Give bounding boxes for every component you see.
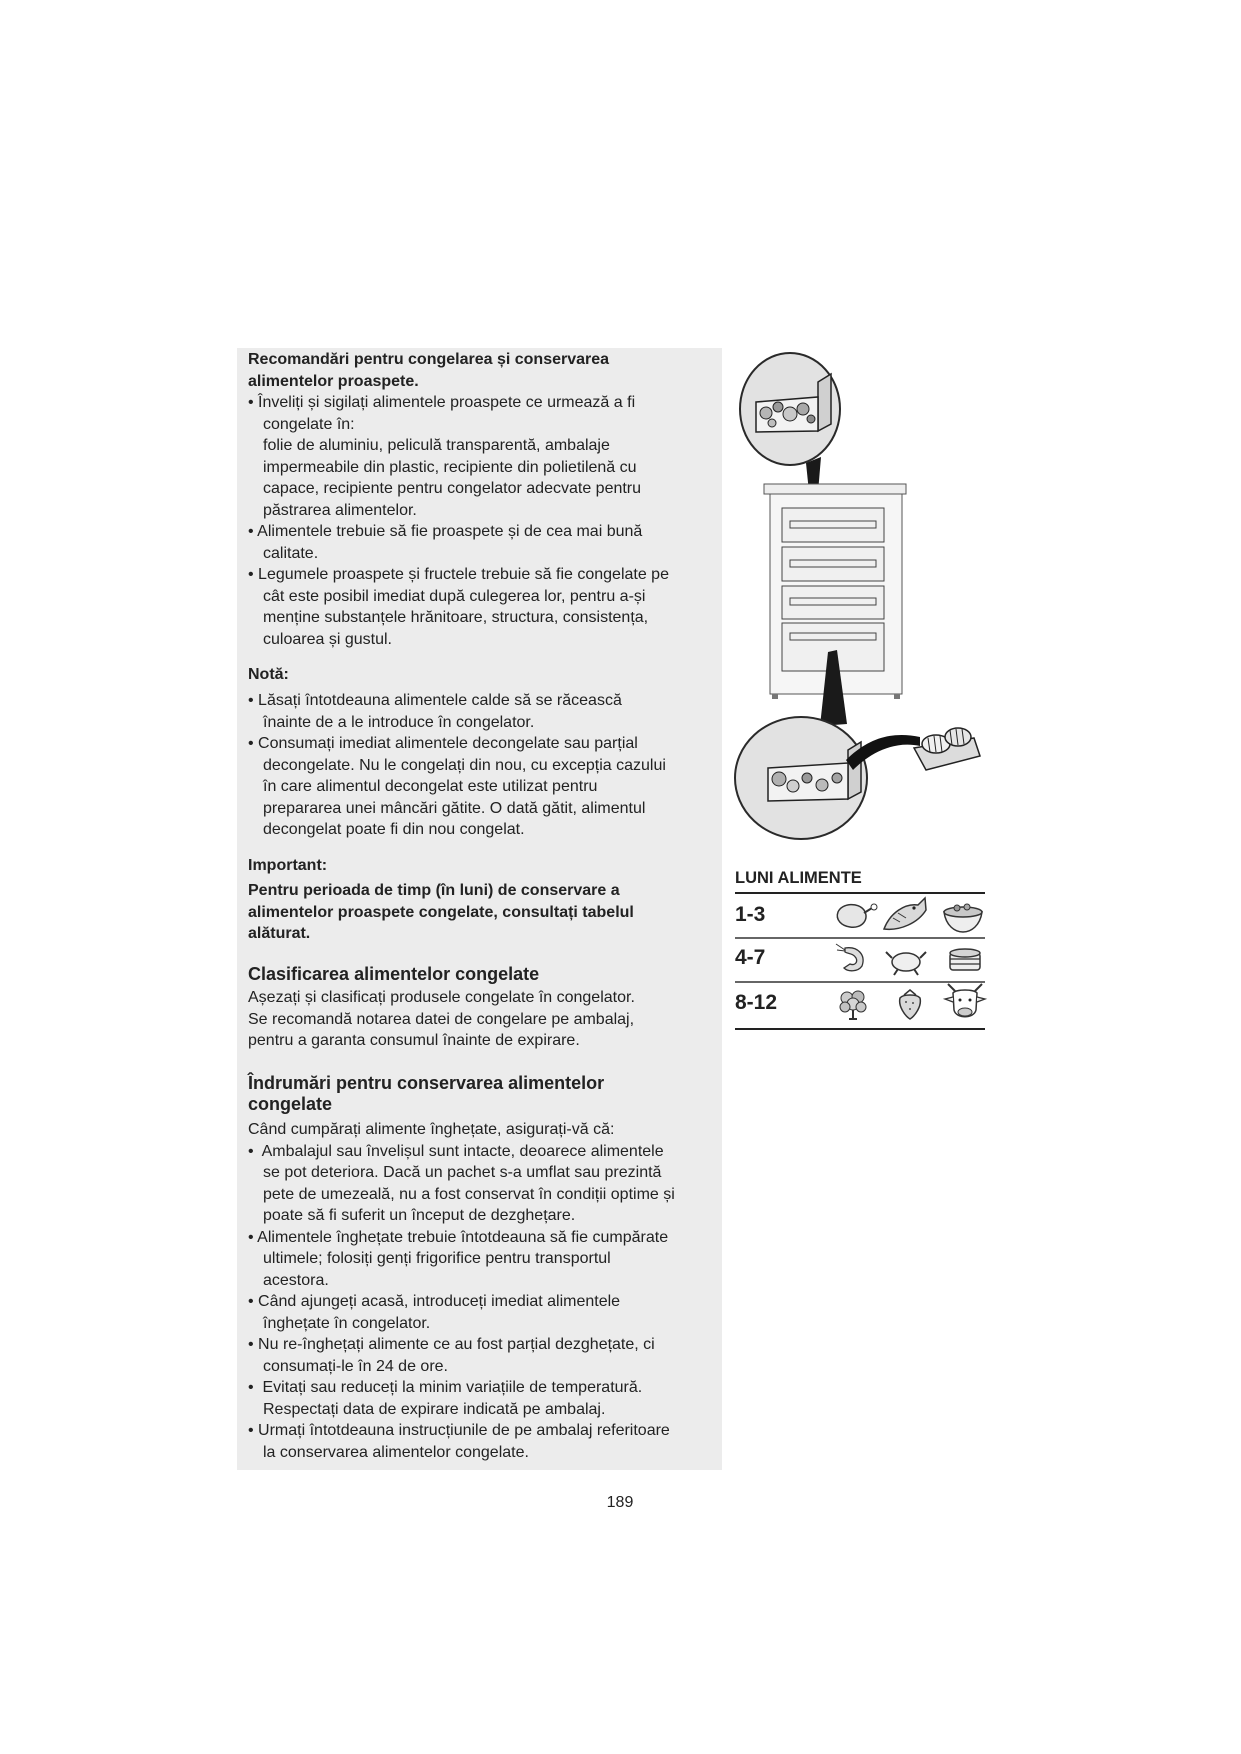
strawberry-seed	[909, 1008, 911, 1010]
section-title-line: alimentelor proaspete.	[248, 372, 419, 390]
food-item	[773, 402, 783, 412]
bullet-continuation-line: congelate în:	[263, 415, 355, 433]
food-item	[807, 415, 815, 423]
bullet-line: • Alimentele trebuie să fie proaspete și de cea mai bună	[248, 523, 643, 540]
bullet-continuation-line: poate să fi suferit un început de dezghețare.	[263, 1207, 576, 1224]
classification-section	[248, 987, 718, 1052]
paragraph-line: pentru a garanta consumul înainte de expirare.	[248, 1032, 580, 1049]
important-line: Pentru perioada de timp (în luni) de conservare a	[248, 882, 620, 899]
bullet-continuation-line: păstrarea alimentelor.	[263, 501, 417, 519]
meat-bone-end	[871, 904, 877, 910]
classification-heading-block	[248, 964, 718, 985]
bullet-continuation-line: impermeabile din plastic, recipiente din polietilenă cu	[263, 458, 637, 476]
cow-eye	[969, 999, 972, 1002]
meat-icon	[837, 904, 877, 927]
swoosh-arrow	[846, 735, 920, 770]
fish-eye	[912, 906, 915, 909]
classification-heading: Clasificarea alimentelor congelate	[248, 964, 540, 984]
food-item	[787, 780, 799, 792]
bullet-line: • Evitați sau reduceți la minim variațiile de temperatură.	[248, 1379, 643, 1396]
bullet-continuation-line: în care alimentul decongelat este utilizat pentru	[263, 778, 598, 795]
drawer-icon	[782, 508, 884, 542]
bullet-continuation-line: Respectați data de expirare indicată pe ambalaj.	[263, 1400, 606, 1418]
important-label: Important:	[248, 857, 328, 874]
bowl-food	[954, 905, 960, 911]
cauliflower-floret	[856, 1002, 866, 1012]
important-section	[248, 880, 718, 945]
bullet-continuation-line: folie de aluminiu, peliculă transparentă, ambalaje	[263, 437, 610, 454]
bullet-continuation-line: decongelat poate fi din nou congelat.	[263, 821, 525, 838]
food-item	[816, 779, 828, 791]
shrimp-body	[844, 948, 863, 971]
food-item	[783, 407, 797, 421]
drawer-icon	[782, 586, 884, 619]
cauliflower-icon	[840, 991, 866, 1019]
meat-bone	[864, 908, 872, 913]
bullet-continuation-line: înghețate în congelator.	[263, 1314, 431, 1332]
freezer-foot	[772, 694, 778, 699]
months-label: 1-3	[735, 903, 766, 926]
guidance-heading-line: congelate	[248, 1094, 333, 1114]
note-section	[248, 690, 718, 841]
chicken-body	[892, 953, 920, 971]
food-item	[802, 773, 812, 783]
bowl-rim	[944, 907, 982, 917]
bullet-line: • Ambalajul sau învelișul sunt intacte, deoarece alimentele	[248, 1142, 664, 1160]
page-number: 189	[606, 1494, 634, 1511]
note-label-block	[248, 664, 718, 686]
bullet-line: • Consumați imediat alimentele decongelate sau parțial	[248, 735, 638, 752]
guidance-intro: Când cumpărați alimente înghețate, asigurați-vă că:	[248, 1121, 615, 1138]
freezer-foot	[894, 694, 900, 699]
bullet-continuation-line: calitate.	[263, 544, 319, 562]
cow-icon	[945, 984, 985, 1017]
months-label: 8-12	[735, 991, 778, 1014]
bullet-line: • Nu re-înghețați alimente ce au fost parțial dezghețate, ci	[248, 1336, 655, 1353]
chicken-icon	[886, 952, 926, 975]
strawberry-icon	[900, 990, 921, 1019]
bullet-continuation-line: înainte de a le introduce în congelator.	[263, 713, 535, 731]
food-basket-icon	[914, 728, 980, 770]
strawberry-seed	[905, 1001, 907, 1003]
freezer-top	[764, 484, 906, 494]
bullet-continuation-line: acestora.	[263, 1271, 329, 1289]
shrimp-icon	[836, 944, 863, 971]
bowl-icon	[944, 904, 982, 932]
cauliflower-floret	[840, 1002, 850, 1012]
bullet-continuation-line: se pot deteriora. Dacă un pachet s-a umflat sau prezintă	[263, 1164, 662, 1181]
bullet-line: • Legumele proaspete și fructele trebuie să fie congelate pe	[248, 566, 669, 583]
fresh-food-section	[248, 349, 718, 650]
storage-table-header: LUNI ALIMENTE	[735, 869, 862, 887]
cake-top	[950, 949, 980, 957]
bullet-line: • Înveliți și sigilați alimentele proaspete ce urmează a fi	[248, 394, 636, 411]
important-line: alimentelor proaspete congelate, consultați tabelul	[248, 903, 634, 921]
bullet-continuation-line: pete de umezeală, nu a fost conservat în condiții optime și	[263, 1185, 675, 1203]
food-item	[772, 772, 786, 786]
bullet-line: • Lăsați întotdeauna alimentele calde să se răcească	[248, 692, 622, 709]
freezer-illustration	[730, 340, 990, 860]
bullet-continuation-line: culoarea și gustul.	[263, 630, 392, 648]
fish-body	[884, 898, 926, 929]
cake-icon	[950, 949, 980, 970]
bullet-line: • Când ajungeți acasă, introduceți imediat alimentele	[248, 1293, 621, 1310]
guidance-section	[248, 1119, 718, 1463]
cow-eye	[959, 999, 962, 1002]
important-label-block	[248, 855, 718, 877]
section-title-line: Recomandări pentru congelarea și conservarea	[248, 351, 610, 368]
cow-muzzle	[958, 1008, 972, 1016]
bullet-continuation-line: ultimele; folosiți genți frigorifice pentru transportul	[263, 1250, 611, 1267]
note-label: Notă:	[248, 666, 289, 683]
food-item	[768, 419, 776, 427]
bullet-continuation-line: cât este posibil imediat după culegerea lor, pentru a-și	[263, 587, 646, 605]
meat-shape	[837, 905, 866, 928]
months-label: 4-7	[735, 946, 766, 969]
bowl-food	[964, 904, 970, 910]
guidance-heading-line: Îndrumări pentru conservarea alimentelor	[248, 1073, 605, 1093]
bullet-line: • Urmați întotdeauna instrucțiunile de pe ambalaj referitoare	[248, 1422, 670, 1439]
fish-icon	[884, 898, 926, 929]
food-item	[797, 403, 809, 415]
bullet-continuation-line: decongelate. Nu le congelați din nou, cu excepția cazului	[263, 756, 666, 774]
shrimp-antenna	[836, 944, 845, 951]
bullet-continuation-line: consumați-le în 24 de ore.	[263, 1357, 448, 1375]
bullet-line: • Alimentele înghețate trebuie întotdeauna să fie cumpărate	[248, 1228, 669, 1246]
bullet-continuation-line: prepararea unei mâncări gătite. O dată gătit, alimentul	[263, 799, 646, 817]
paragraph-line: Se recomandă notarea datei de congelare pe ambalaj,	[248, 1010, 635, 1028]
paragraph-line: Așezați și clasificați produsele congelate în congelator.	[248, 989, 635, 1006]
food-item	[832, 773, 842, 783]
important-line: alăturat.	[248, 925, 311, 942]
drawer-icon	[782, 547, 884, 581]
bullet-continuation-line: capace, recipiente pentru congelator adecvate pentru	[263, 480, 642, 497]
bullet-continuation-line: menține substanțele hrănitoare, structura, consistența,	[263, 609, 649, 626]
tray-back-panel	[818, 374, 831, 431]
bullet-continuation-line: la conservarea alimentelor congelate.	[263, 1443, 529, 1461]
strawberry-seed	[912, 1002, 914, 1004]
food-item	[760, 407, 772, 419]
strawberry-body	[900, 995, 921, 1019]
guidance-heading-block	[248, 1073, 718, 1115]
storage-table	[730, 860, 990, 1040]
